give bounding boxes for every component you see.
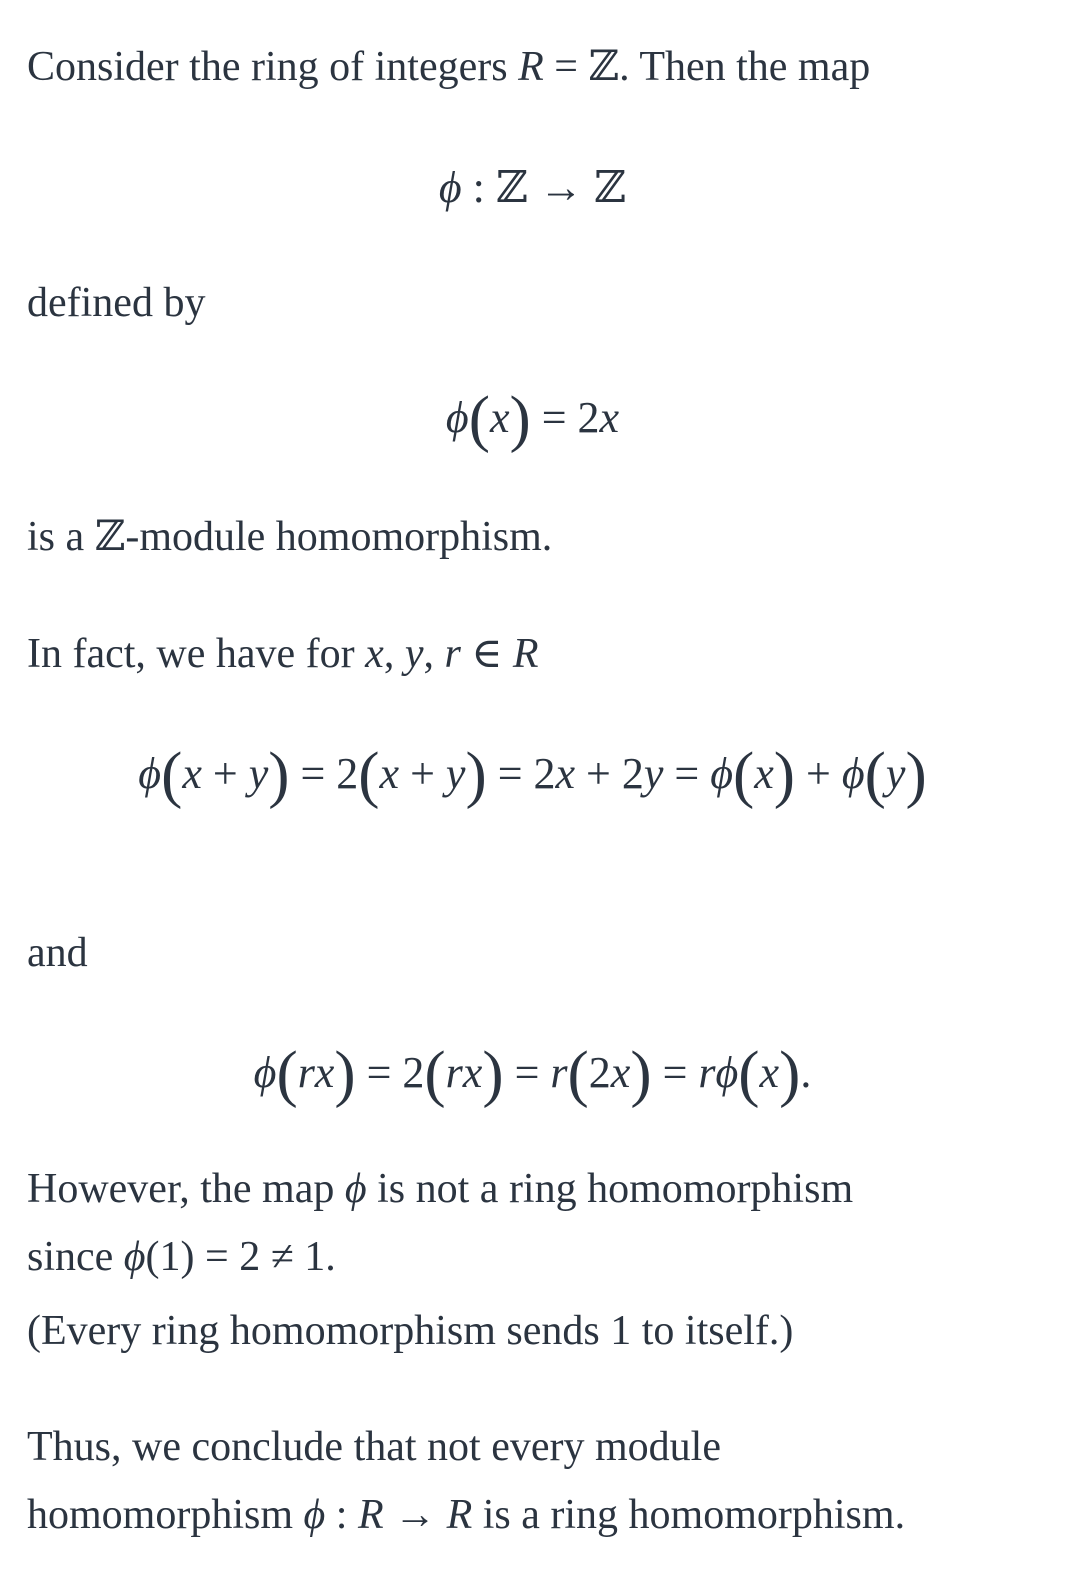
math-segment-text: → <box>528 163 594 212</box>
math-segment-text: + 2 <box>575 749 644 798</box>
parenthetical-note <box>27 1297 1038 1365</box>
math-segment-var: ϕ <box>438 163 462 212</box>
phi-definition-equation <box>27 378 1038 458</box>
math-segment-var: x <box>489 393 510 442</box>
math-segment-text: . Then the map <box>619 44 871 90</box>
math-segment-paren: ( <box>358 738 380 810</box>
math-segment-text: , <box>383 631 405 677</box>
math-segment-paren: ( <box>161 738 183 810</box>
in-fact-paragraph <box>27 620 1038 688</box>
math-segment-text: (1) = 2 ≠ 1. <box>145 1234 336 1280</box>
math-segment-var: R <box>357 1492 384 1538</box>
and-paragraph <box>27 919 1038 987</box>
text-line <box>27 1155 1038 1223</box>
math-segment-var: ϕ <box>138 749 162 798</box>
math-segment-text: = 2 <box>289 749 359 798</box>
math-segment-text: = 2 <box>530 393 600 442</box>
math-segment-paren: ) <box>509 382 531 454</box>
intro-paragraph <box>27 32 1038 101</box>
math-segment-var: y <box>404 631 424 677</box>
math-segment-var: y <box>445 749 466 798</box>
math-segment-bb: ℤ <box>594 162 627 213</box>
text-line <box>27 269 1038 337</box>
map-equation <box>27 148 1038 228</box>
conclusion-paragraph <box>27 1413 1038 1549</box>
math-segment-paren: ( <box>864 738 886 810</box>
math-segment-var: ϕ <box>344 1166 367 1212</box>
math-segment-text: : <box>325 1492 358 1538</box>
math-segment-text: + <box>795 749 842 798</box>
math-segment-text: and <box>27 930 88 976</box>
math-segment-text: is a ring homomorphism. <box>472 1492 906 1538</box>
module-hom-paragraph <box>27 502 1038 571</box>
math-segment-text: Consider the ring of integers <box>27 44 519 90</box>
math-segment-var: rx <box>445 1048 483 1097</box>
math-segment-paren: ( <box>733 738 755 810</box>
math-segment-text: + <box>399 749 446 798</box>
math-segment-var: y <box>643 749 664 798</box>
math-segment-var: x <box>599 393 620 442</box>
however-paragraph <box>27 1155 1038 1291</box>
math-segment-var: ϕ <box>123 1234 146 1280</box>
math-segment-text: defined by <box>27 280 206 326</box>
math-segment-paren: ) <box>334 1037 356 1109</box>
math-segment-var: ϕ <box>303 1492 326 1538</box>
math-segment-text: since <box>27 1234 124 1280</box>
math-segment-var: x <box>759 1048 780 1097</box>
math-segment-var: ϕ <box>841 749 865 798</box>
math-segment-var: R <box>446 1492 473 1538</box>
text-line <box>27 502 1038 571</box>
math-segment-paren: ) <box>779 1037 801 1109</box>
math-segment-paren: ( <box>567 1037 589 1109</box>
text-line <box>27 1297 1038 1365</box>
math-segment-var: R <box>518 44 544 90</box>
math-segment-paren: ) <box>773 738 796 810</box>
math-segment-text: = 2 <box>355 1048 425 1097</box>
math-segment-var: r <box>444 631 461 677</box>
math-segment-paren: ( <box>276 1037 298 1109</box>
text-line <box>27 1413 1038 1481</box>
math-segment-var: x <box>610 1048 631 1097</box>
math-segment-text: , <box>423 631 445 677</box>
math-segment-text: However, the map <box>27 1166 345 1212</box>
math-segment-text: ∈ <box>460 631 513 677</box>
text-line <box>27 620 1038 688</box>
math-segment-var: x <box>555 749 576 798</box>
math-segment-paren: ( <box>424 1037 446 1109</box>
math-segment-paren: ( <box>468 382 490 454</box>
math-segment-var: x <box>182 749 202 798</box>
math-segment-text: homomorphism <box>27 1492 304 1538</box>
math-segment-text: In fact, we have for <box>27 631 366 677</box>
math-segment-text: = <box>651 1048 699 1097</box>
math-segment-paren: ) <box>630 1037 652 1109</box>
math-segment-text: -module homomorphism. <box>125 514 553 560</box>
math-segment-var: x <box>379 749 400 798</box>
text-line <box>27 1481 1038 1549</box>
math-segment-text: = 2 <box>486 749 556 798</box>
math-segment-var: ϕ <box>715 1048 739 1097</box>
math-segment-var: y <box>248 749 269 798</box>
math-segment-paren: ) <box>905 738 927 810</box>
math-segment-text: = <box>503 1048 551 1097</box>
math-segment-var: r <box>550 1048 568 1097</box>
additivity-equation <box>27 734 1038 814</box>
math-segment-text: is a <box>27 514 95 560</box>
math-segment-var: x <box>365 631 384 677</box>
math-segment-text: = <box>543 44 589 90</box>
math-segment-bb: ℤ <box>588 41 620 90</box>
math-segment-paren: ) <box>482 1037 504 1109</box>
math-segment-var: y <box>885 749 906 798</box>
math-segment-text: → <box>383 1492 447 1538</box>
math-segment-var: R <box>512 631 539 677</box>
text-line <box>27 1223 1038 1291</box>
math-segment-text: + <box>201 749 249 798</box>
math-segment-text: . <box>800 1048 812 1097</box>
math-segment-text: 2 <box>588 1048 611 1097</box>
math-segment-var: ϕ <box>253 1048 277 1097</box>
text-line <box>27 32 1038 101</box>
math-segment-text: is not a ring homomorphism <box>366 1166 854 1212</box>
math-segment-var: ϕ <box>445 393 469 442</box>
defined-by-paragraph <box>27 269 1038 337</box>
math-segment-var: x <box>754 749 774 798</box>
math-segment-paren: ) <box>268 738 290 810</box>
math-segment-bb: ℤ <box>495 162 528 213</box>
math-segment-var: rx <box>297 1048 335 1097</box>
math-segment-bb: ℤ <box>94 511 126 560</box>
math-segment-var: ϕ <box>710 749 734 798</box>
scalar-compat-equation <box>27 1033 1038 1113</box>
math-segment-text: (Every ring homomorphism sends 1 to itself.) <box>27 1308 794 1354</box>
math-segment-text: : <box>461 163 496 212</box>
math-segment-text: Thus, we conclude that not every module <box>27 1424 721 1470</box>
math-segment-paren: ) <box>465 738 487 810</box>
text-line <box>27 919 1038 987</box>
math-segment-text: = <box>663 749 711 798</box>
math-segment-var: r <box>698 1048 716 1097</box>
math-segment-paren: ( <box>738 1037 760 1109</box>
